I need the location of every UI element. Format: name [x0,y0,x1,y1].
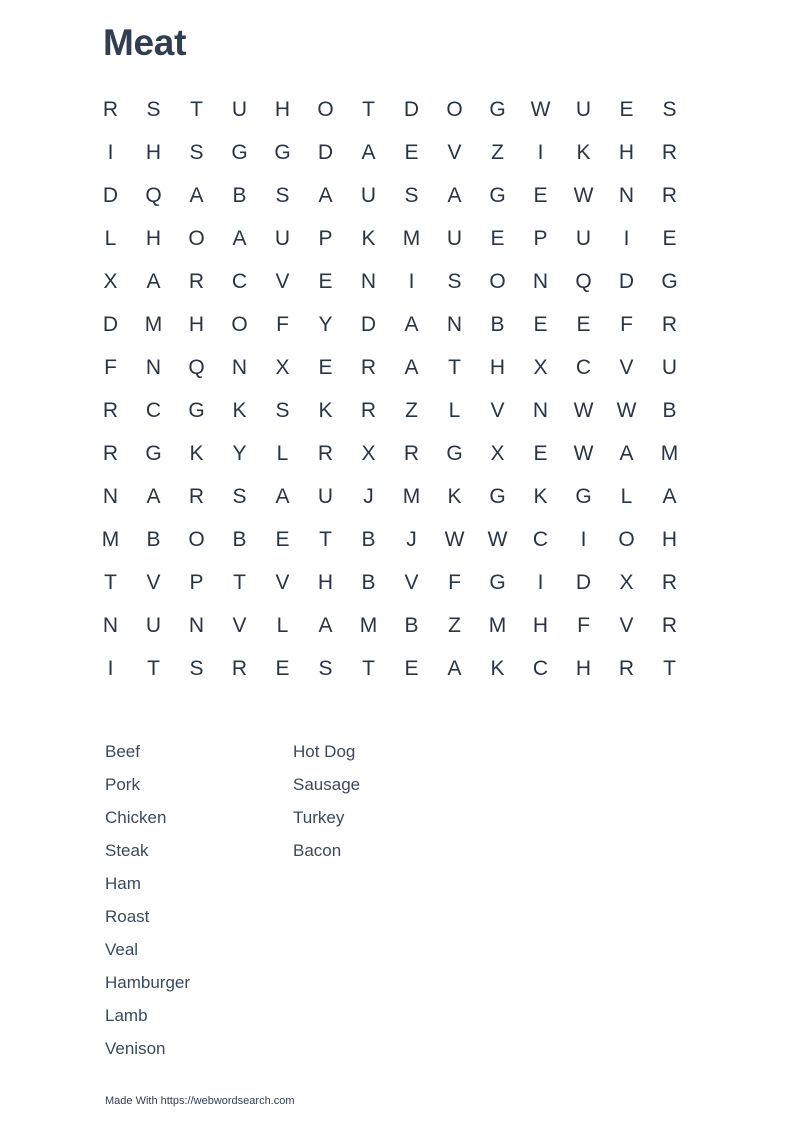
grid-cell: E [404,140,419,164]
grid-cell: M [101,527,120,551]
grid-cell: E [318,355,333,379]
word-list-item: Venison [105,1039,166,1058]
grid-cell: M [402,484,421,508]
grid-cell: R [102,441,119,465]
grid-cell: B [232,527,247,551]
grid-cell: R [661,613,678,637]
grid-cell: N [360,269,377,293]
grid-cell: A [447,183,462,207]
grid-cell: M [359,613,378,637]
grid-cell: T [448,355,461,379]
grid-cell: H [489,355,506,379]
grid-cell: E [490,226,505,250]
grid-cell: R [231,656,248,680]
grid-cell: D [102,183,119,207]
grid-cell: C [231,269,248,293]
grid-cell: S [275,398,290,422]
grid-cell: T [663,656,676,680]
grid-cell: F [448,570,461,594]
grid-cell: M [488,613,507,637]
grid-cell: U [231,97,248,121]
word-list-item: Ham [105,874,141,893]
grid-cell: V [232,613,247,637]
grid-cell: F [577,613,590,637]
grid-cell: T [147,656,160,680]
word-list-item: Turkey [293,808,345,827]
grid-cell: E [619,97,634,121]
grid-cell: G [489,183,506,207]
footer-credit: Made With https://webwordsearch.com [105,1095,295,1107]
grid-cell: O [489,269,506,293]
grid-cell: Q [575,269,592,293]
grid-cell: V [275,269,290,293]
grid-cell: R [188,269,205,293]
grid-cell: X [490,441,505,465]
grid-cell: T [319,527,332,551]
grid-cell: B [146,527,161,551]
grid-cell: T [362,97,375,121]
grid-cell: E [275,527,290,551]
grid-cell: C [575,355,592,379]
grid-cell: G [489,570,506,594]
grid-cell: J [363,484,374,508]
grid-cell: L [104,226,117,250]
grid-cell: E [533,183,548,207]
grid-cell: I [107,140,114,164]
grid-cell: G [661,269,678,293]
grid-cell: E [275,656,290,680]
grid-cell: I [537,140,544,164]
grid-cell: N [618,183,635,207]
grid-cell: O [446,97,463,121]
grid-cell: A [146,484,161,508]
word-list-item: Pork [105,775,140,794]
grid-cell: T [233,570,246,594]
grid-cell: J [406,527,417,551]
grid-cell: I [107,656,114,680]
grid-cell: H [618,140,635,164]
grid-cell: M [144,312,163,336]
word-list-item: Beef [105,742,140,761]
grid-cell: E [533,312,548,336]
word-list-column-1 [105,735,190,1065]
grid-cell: V [490,398,505,422]
grid-cell: A [404,312,419,336]
grid-cell: V [275,570,290,594]
grid-cell: H [575,656,592,680]
grid-cell: G [489,97,506,121]
grid-cell: D [403,97,420,121]
grid-cell: O [317,97,334,121]
grid-cell: M [402,226,421,250]
grid-cell: K [490,656,505,680]
word-list [105,735,505,1065]
grid-cell: X [361,441,376,465]
word-list-item: Veal [105,940,139,959]
grid-cell: P [533,226,548,250]
grid-cell: U [360,183,377,207]
grid-cell: U [575,226,592,250]
grid-cell: H [661,527,678,551]
grid-cell: A [318,613,333,637]
grid-cell: R [102,97,119,121]
grid-cell: N [145,355,162,379]
grid-cell: A [318,183,333,207]
grid-cell: S [318,656,333,680]
grid-cell: N [102,613,119,637]
grid-cell: G [231,140,248,164]
word-list-item: Steak [105,841,149,860]
grid-cell: H [145,140,162,164]
word-list-column-2 [293,735,360,867]
grid-cell: R [188,484,205,508]
grid-cell: C [532,656,549,680]
grid-cell: L [448,398,461,422]
grid-cell: F [620,312,633,336]
grid-cell: I [623,226,630,250]
grid-cell: R [661,570,678,594]
grid-cell: T [104,570,117,594]
grid-cell: I [537,570,544,594]
grid-cell: L [276,613,289,637]
grid-cell: F [104,355,117,379]
grid-cell: R [102,398,119,422]
word-list-item: Hamburger [105,973,191,992]
grid-cell: V [404,570,419,594]
grid-cell: X [533,355,548,379]
grid-cell: P [189,570,204,594]
grid-cell: A [275,484,290,508]
grid-cell: N [188,613,205,637]
grid-cell: C [532,527,549,551]
grid-cell: A [662,484,677,508]
grid-cell: B [404,613,419,637]
grid-cell: A [361,140,376,164]
grid-cell: D [575,570,592,594]
grid-cell: W [573,441,594,465]
grid-cell: A [232,226,247,250]
word-list-item: Lamb [105,1006,148,1025]
grid-cell: D [618,269,635,293]
grid-cell: D [360,312,377,336]
grid-cell: O [188,527,205,551]
grid-cell: A [404,355,419,379]
grid-cell: S [275,183,290,207]
grid-cell: S [447,269,462,293]
grid-cell: T [190,97,203,121]
grid-cell: O [231,312,248,336]
grid-cell: K [318,398,333,422]
grid-cell: G [489,484,506,508]
grid-cell: F [276,312,289,336]
grid-cell: A [619,441,634,465]
grid-cell: B [662,398,677,422]
grid-cell: V [146,570,161,594]
grid-cell: L [276,441,289,465]
grid-cell: B [361,527,376,551]
grid-cell: Q [145,183,162,207]
grid-cell: V [619,355,634,379]
grid-cell: P [318,226,333,250]
word-list-item: Sausage [293,775,361,794]
grid-cell: W [573,183,594,207]
grid-cell: U [661,355,678,379]
grid-cell: A [447,656,462,680]
grid-cell: N [102,484,119,508]
grid-cell: E [404,656,419,680]
grid-cell: U [317,484,334,508]
word-list-item: Hot Dog [293,742,356,761]
grid-cell: K [232,398,247,422]
grid-cell: K [447,484,462,508]
grid-cell: K [533,484,548,508]
grid-cell: V [619,613,634,637]
grid-cell: W [530,97,551,121]
grid-cell: R [317,441,334,465]
grid-cell: O [188,226,205,250]
grid-cell: L [620,484,633,508]
letter-grid [89,88,691,690]
grid-cell: W [487,527,508,551]
grid-cell: R [618,656,635,680]
grid-cell: N [532,398,549,422]
grid-cell: K [361,226,376,250]
grid-cell: R [360,355,377,379]
grid-cell: Z [491,140,504,164]
page-title: Meat [103,22,187,63]
grid-cell: B [361,570,376,594]
grid-cell: H [145,226,162,250]
grid-cell: Z [405,398,418,422]
grid-cell: W [616,398,637,422]
grid-cell: N [446,312,463,336]
grid-cell: M [660,441,679,465]
grid-cell: W [444,527,465,551]
grid-cell: V [447,140,462,164]
word-list-item: Bacon [293,841,342,860]
grid-cell: Q [188,355,205,379]
grid-cell: E [533,441,548,465]
grid-cell: H [188,312,205,336]
grid-cell: Z [448,613,461,637]
word-list-item: Chicken [105,808,167,827]
grid-cell: S [189,656,204,680]
grid-cell: R [403,441,420,465]
grid-cell: R [661,140,678,164]
grid-cell: R [661,312,678,336]
grid-cell: E [576,312,591,336]
grid-cell: Y [232,441,247,465]
grid-cell: A [189,183,204,207]
grid-cell: R [661,183,678,207]
grid-cell: O [618,527,635,551]
grid-cell: Y [318,312,333,336]
grid-cell: R [360,398,377,422]
grid-cell: U [274,226,291,250]
grid-cell: N [231,355,248,379]
grid-cell: S [232,484,247,508]
grid-cell: I [408,269,415,293]
grid-cell: G [575,484,592,508]
grid-cell: G [145,441,162,465]
grid-cell: H [317,570,334,594]
grid-cell: U [145,613,162,637]
grid-cell: I [580,527,587,551]
grid-cell: X [275,355,290,379]
grid-cell: S [662,97,677,121]
grid-cell: N [532,269,549,293]
grid-cell: H [274,97,291,121]
grid-cell: B [232,183,247,207]
grid-cell: E [662,226,677,250]
grid-cell: G [446,441,463,465]
grid-cell: U [446,226,463,250]
grid-cell: G [274,140,291,164]
grid-cell: D [102,312,119,336]
grid-cell: H [532,613,549,637]
grid-cell: S [404,183,419,207]
grid-cell: S [146,97,161,121]
grid-cell: X [103,269,118,293]
grid-cell: C [145,398,162,422]
grid-cell: U [575,97,592,121]
grid-cell: B [490,312,505,336]
grid-cell: S [189,140,204,164]
grid-cell: A [146,269,161,293]
grid-cell: K [576,140,591,164]
grid-cell: X [619,570,634,594]
grid-cell: E [318,269,333,293]
grid-cell: K [189,441,204,465]
grid-cell: W [573,398,594,422]
grid-cell: G [188,398,205,422]
word-list-item: Roast [105,907,150,926]
grid-cell: T [362,656,375,680]
grid-cell: D [317,140,334,164]
